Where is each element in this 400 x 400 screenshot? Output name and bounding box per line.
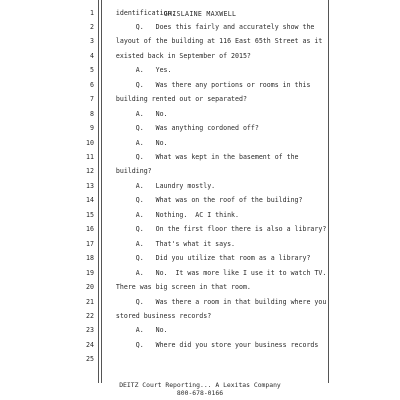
line-text: A. No. — [104, 109, 168, 118]
line-text: A. Laundry mostly. — [104, 181, 216, 190]
transcript-line — [0, 151, 400, 164]
line-number: 22 — [86, 311, 94, 320]
transcript-line — [0, 353, 400, 366]
line-number: 6 — [90, 80, 94, 89]
transcript-line — [0, 93, 400, 106]
line-number: 7 — [90, 95, 94, 104]
line-number: 17 — [86, 239, 94, 248]
line-number: 18 — [86, 254, 94, 263]
transcript-line — [0, 223, 400, 236]
line-number: 23 — [86, 326, 94, 335]
transcript-line — [0, 252, 400, 265]
line-text: A. That's what it says. — [104, 239, 236, 248]
line-text: There was big screen in that room. — [104, 283, 251, 292]
line-text: A. No. — [104, 138, 168, 147]
line-text: A. Yes. — [104, 66, 172, 75]
line-number: 9 — [90, 124, 94, 133]
page-footer — [0, 382, 400, 397]
line-number: 21 — [86, 297, 94, 306]
transcript-line — [0, 238, 400, 251]
line-text: Q. Did you utilize that room as a library? — [104, 254, 311, 263]
line-text: building? — [104, 167, 152, 176]
transcript-line — [0, 50, 400, 63]
line-text: A. Nothing. AC I think. — [104, 210, 239, 219]
line-number: 16 — [86, 225, 94, 234]
line-text: layout of the building at 116 East 65th Street as it — [104, 37, 323, 46]
transcript-line — [0, 180, 400, 193]
line-number: 24 — [86, 340, 94, 349]
line-text: Q. Does this fairly and accurately show the — [104, 22, 315, 31]
transcript-line — [0, 165, 400, 178]
line-text: Q. What was kept in the basement of the — [104, 153, 299, 161]
line-number: 19 — [86, 268, 94, 277]
line-number: 15 — [86, 210, 94, 219]
transcript-line — [0, 339, 400, 352]
line-number: 13 — [86, 181, 94, 190]
transcript-line — [0, 209, 400, 222]
footer-company: DEITZ Court Reporting... A Lexitas Company — [119, 381, 281, 389]
transcript-line — [0, 21, 400, 34]
line-text: Q. Where did you store your business records — [104, 340, 319, 349]
line-number: 11 — [86, 153, 94, 161]
line-number: 8 — [90, 109, 94, 118]
footer-phone: 800-678-0166 — [176, 388, 224, 397]
line-number: 5 — [90, 66, 94, 75]
line-number: 20 — [86, 283, 94, 292]
line-number: 4 — [90, 51, 94, 60]
transcript-line — [0, 7, 400, 20]
line-number: 10 — [86, 138, 94, 147]
line-number: 2 — [90, 22, 94, 31]
page-header: GHISLAINE MAXWELL — [163, 10, 237, 18]
line-number: 3 — [90, 37, 94, 46]
line-text: identification. — [104, 8, 176, 17]
line-text: Q. Was there any portions or rooms in this — [104, 80, 311, 89]
transcript-line — [0, 281, 400, 294]
line-text: Q. Was there a room in that building where you — [104, 297, 327, 306]
line-number: 25 — [86, 355, 94, 364]
line-text: Q. On the first floor there is also a library? — [104, 225, 327, 234]
line-number: 12 — [86, 167, 94, 176]
transcript-line — [0, 296, 400, 309]
line-text: building rented out or separated? — [104, 95, 247, 104]
line-text: Q. Was anything cordoned off? — [104, 124, 259, 133]
line-text: existed back in September of 2015? — [104, 51, 251, 60]
line-text: A. No. It was more like I use it to watch TV. — [104, 268, 327, 277]
transcript-line — [0, 310, 400, 323]
transcript-line — [0, 324, 400, 337]
transcript-line — [0, 79, 400, 92]
transcript-line — [0, 194, 400, 207]
line-number: 1 — [90, 8, 94, 17]
line-text: Q. What was on the roof of the building? — [104, 196, 303, 205]
line-text: stored business records? — [104, 311, 212, 320]
line-text: A. No. — [104, 326, 168, 335]
transcript-line — [0, 122, 400, 135]
transcript-line — [0, 64, 400, 77]
transcript-line — [0, 108, 400, 121]
transcript-line — [0, 267, 400, 280]
line-number: 14 — [86, 196, 94, 205]
transcript-line — [0, 35, 400, 48]
transcript-line — [0, 137, 400, 150]
